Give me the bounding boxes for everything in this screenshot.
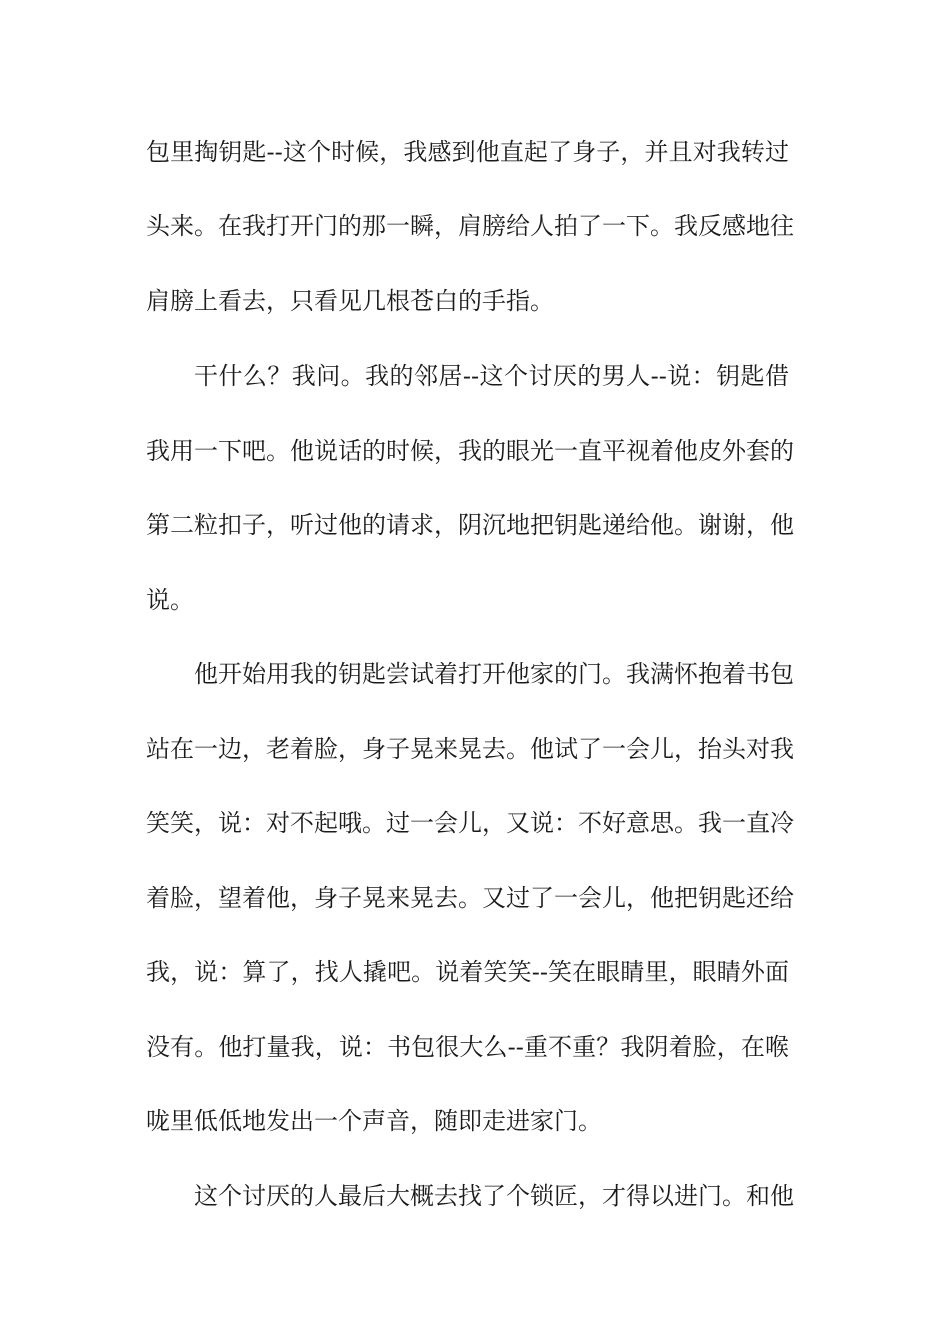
- paragraph-first-line: 干什么？我问。我的邻居--这个讨厌的男人--说：钥匙借: [194, 362, 789, 390]
- text-line: 站在一边，老着脸，身子晃来晃去。他试了一会儿，抬头对我: [146, 735, 794, 763]
- text-line: 着脸，望着他，身子晃来晃去。又过了一会儿，他把钥匙还给: [146, 884, 794, 912]
- text-line: 头来。在我打开门的那一瞬，肩膀给人拍了一下。我反感地往: [146, 212, 794, 240]
- text-line: 我用一下吧。他说话的时候，我的眼光一直平视着他皮外套的: [146, 437, 794, 465]
- text-line: 第二粒扣子，听过他的请求，阴沉地把钥匙递给他。谢谢，他: [146, 511, 794, 539]
- text-line: 肩膀上看去，只看见几根苍白的手指。: [146, 287, 554, 315]
- text-line: 包里掏钥匙--这个时候，我感到他直起了身子，并且对我转过: [146, 138, 789, 166]
- paragraph-first-line: 他开始用我的钥匙尝试着打开他家的门。我满怀抱着书包: [194, 660, 794, 688]
- text-line: 我，说：算了，找人撬吧。说着笑笑--笑在眼睛里，眼睛外面: [146, 958, 789, 986]
- text-line: 说。: [146, 586, 194, 614]
- text-line: 笑笑，说：对不起哦。过一会儿，又说：不好意思。我一直冷: [146, 809, 794, 837]
- text-line: 没有。他打量我，说：书包很大么--重不重？我阴着脸，在喉: [146, 1033, 789, 1061]
- paragraph-first-line: 这个讨厌的人最后大概去找了个锁匠，才得以进门。和他: [194, 1182, 794, 1210]
- text-line: 咙里低低地发出一个声音，随即走进家门。: [146, 1107, 602, 1135]
